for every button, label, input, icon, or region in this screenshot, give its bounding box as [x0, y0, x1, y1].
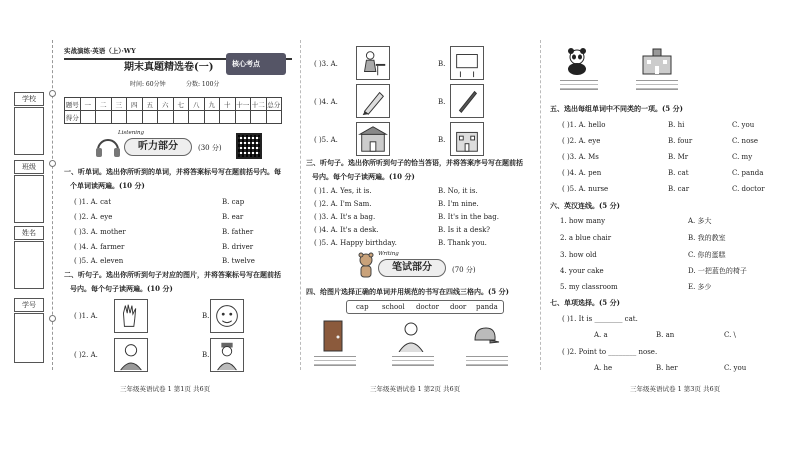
- score-table: [64, 97, 282, 124]
- listening-tag: Listening: [118, 130, 145, 136]
- score-cell[interactable]: [127, 111, 143, 124]
- s5-q2-b: B. four: [668, 137, 693, 145]
- listening-title: 听力部分: [138, 141, 178, 152]
- table-cell: 十二: [251, 98, 267, 111]
- s1-q5-b: B. twelve: [222, 257, 255, 265]
- classroom-picture: [450, 46, 484, 80]
- page-divider: [540, 40, 541, 370]
- p2-q3-b: B.: [438, 60, 446, 68]
- student-id-label: 学号: [14, 298, 44, 312]
- table-cell: 得分: [65, 111, 81, 124]
- s1-q2-b: B. ear: [222, 213, 244, 221]
- writing-points: (70 分): [452, 266, 476, 274]
- binding-hole: [49, 315, 56, 322]
- page-2-footer: 三年级英语试卷 1 第2页 共6页: [370, 385, 461, 393]
- s1-q1-b: B. cap: [222, 198, 245, 206]
- binding-sidebar: [0, 40, 56, 370]
- s3-q5-b: B. Thank you.: [438, 239, 487, 247]
- door-picture: [322, 320, 344, 352]
- score-cell[interactable]: [173, 111, 189, 124]
- section-1-title-cont: 个单词读两遍。(10 分): [70, 181, 145, 190]
- word-school: school: [382, 303, 405, 311]
- s6-cn-2[interactable]: B. 我的教室: [688, 234, 726, 242]
- class-field[interactable]: [14, 175, 44, 223]
- s5-q4-b: B. cat: [668, 169, 689, 177]
- s7-q2-c: C. you: [724, 364, 747, 372]
- table-cell: 八: [189, 98, 205, 111]
- s2-q2: ( )2. A.: [74, 351, 98, 359]
- school-picture: [450, 122, 484, 156]
- s1-q4-b: B. driver: [222, 243, 254, 251]
- s6-cn-3[interactable]: C. 你的蛋糕: [688, 251, 726, 259]
- s7-q1-b: B. an: [656, 331, 675, 339]
- score-cell[interactable]: [96, 111, 112, 124]
- p2-q5-b: B.: [438, 136, 446, 144]
- s6-en-1[interactable]: 1. how many: [560, 217, 606, 225]
- score-cell[interactable]: [142, 111, 158, 124]
- word-cap: cap: [356, 303, 369, 311]
- s1-q1: ( )1. A. cat: [74, 198, 112, 206]
- s2-q1-b: B.: [202, 312, 210, 320]
- s5-q3-b: B. Mr: [668, 153, 689, 161]
- table-cell: 六: [158, 98, 174, 111]
- s3-q4: ( )4. A. It's a desk.: [314, 226, 379, 234]
- s7-q1: ( )1. It is ________ cat.: [562, 315, 638, 323]
- score-cell[interactable]: [111, 111, 127, 124]
- s6-en-2[interactable]: 2. a blue chair: [560, 234, 612, 242]
- section-6-title: 六、英汉连线。(5 分): [550, 201, 620, 210]
- section-5-title: 五、选出每组单词中不同类的一项。(5 分): [550, 104, 683, 113]
- writing-lines[interactable]: [392, 356, 434, 366]
- s5-q1-b: B. hi: [668, 121, 685, 129]
- s1-q3-b: B. father: [222, 228, 254, 236]
- p2-q3: ( )3. A.: [314, 60, 338, 68]
- table-cell: 题号: [65, 98, 81, 111]
- section-2-title-cont: 号内。每个句子读两遍。(10 分): [70, 284, 173, 293]
- s5-q5-c: C. doctor: [732, 185, 765, 193]
- class-label: 班级: [14, 160, 44, 174]
- table-cell: 九: [204, 98, 220, 111]
- s5-q3-c: C. my: [732, 153, 753, 161]
- name-label: 姓名: [14, 226, 44, 240]
- s7-q2-b: B. her: [656, 364, 678, 372]
- man-picture: [114, 338, 148, 372]
- school-field[interactable]: [14, 107, 44, 155]
- s7-q2-a: A. he: [594, 364, 613, 372]
- word-doctor: doctor: [416, 303, 439, 311]
- binding-hole: [49, 90, 56, 97]
- section-3-title: 三、听句子。选出你所听到句子的恰当答语，并将答案序号写在题前括: [306, 158, 523, 167]
- pen-picture: [450, 84, 484, 118]
- p2-q5: ( )5. A.: [314, 136, 338, 144]
- name-field[interactable]: [14, 241, 44, 289]
- writing-title: 笔试部分: [392, 262, 432, 273]
- writing-lines[interactable]: [560, 80, 598, 90]
- s5-q5-b: B. car: [668, 185, 690, 193]
- table-cell: 七: [173, 98, 189, 111]
- writing-banner: [378, 259, 446, 277]
- pencil-picture: [356, 84, 390, 118]
- s5-q1-c: C. you: [732, 121, 755, 129]
- core-badge: [226, 53, 286, 75]
- hand-picture: [114, 299, 148, 333]
- s6-en-5[interactable]: 5. my classroom: [560, 283, 618, 291]
- table-cell: 二: [96, 98, 112, 111]
- building-picture: [356, 122, 390, 156]
- s3-q4-b: B. Is it a desk?: [438, 226, 491, 234]
- writing-lines[interactable]: [466, 356, 508, 366]
- s5-q2-c: C. nose: [732, 137, 759, 145]
- section-7-title: 七、单项选择。(5 分): [550, 298, 620, 307]
- doctor-picture: [396, 320, 426, 352]
- s5-q2: ( )2. A. eye: [562, 137, 601, 145]
- p2-q4: ( )4. A.: [314, 98, 338, 106]
- s3-q3: ( )3. A. It's a bag.: [314, 213, 376, 221]
- section-4-title: 四、给图片选择正确的单词并用规范的书写在四线三格内。(5 分): [306, 287, 509, 296]
- s6-en-3[interactable]: 3. how old: [560, 251, 597, 259]
- s5-q3: ( )3. A. Ms: [562, 153, 599, 161]
- score-cell[interactable]: [204, 111, 220, 124]
- table-cell: 四: [127, 98, 143, 111]
- s3-q3-b: B. It's in the bag.: [438, 213, 499, 221]
- s7-q1-a: A. a: [594, 331, 608, 339]
- s2-q1: ( )1. A.: [74, 312, 98, 320]
- score-cell[interactable]: [251, 111, 267, 124]
- page-title: 期末真题精选卷(一): [124, 62, 214, 73]
- page-divider: [300, 40, 301, 370]
- desk-picture: [356, 46, 390, 80]
- bear-icon: [356, 252, 376, 278]
- writing-lines[interactable]: [636, 80, 678, 90]
- s5-q4-c: C. panda: [732, 169, 764, 177]
- table-cell: 十一: [235, 98, 251, 111]
- s7-q1-c: C. \: [724, 331, 736, 339]
- listening-banner: [124, 138, 192, 156]
- s1-q3: ( )3. A. mother: [74, 228, 126, 236]
- score-cell[interactable]: [235, 111, 251, 124]
- table-cell: 一: [80, 98, 96, 111]
- writing-tag: Writing: [378, 251, 399, 257]
- student-id-field[interactable]: [14, 313, 44, 363]
- listening-points: (30 分): [198, 144, 222, 152]
- qr-code: [236, 133, 262, 159]
- score-value-row: [65, 111, 282, 124]
- table-cell: 十: [220, 98, 236, 111]
- s3-q1: ( )1. A. Yes, it is.: [314, 187, 372, 195]
- table-cell: 五: [142, 98, 158, 111]
- section-2-title: 二、听句子。选出你所听到句子对应的图片，并将答案标号写在题前括: [64, 270, 281, 279]
- word-door: door: [450, 303, 467, 311]
- exam-score: 分数: 100分: [186, 81, 220, 88]
- s3-q5: ( )5. A. Happy birthday.: [314, 239, 397, 247]
- s3-q1-b: B. No, it is.: [438, 187, 478, 195]
- p2-q4-b: B.: [438, 98, 446, 106]
- score-header-row: [65, 98, 282, 111]
- badge-text: 核心考点: [232, 59, 260, 68]
- s3-q2: ( )2. A. I'm Sam.: [314, 200, 372, 208]
- word-panda: panda: [476, 303, 498, 311]
- score-cell[interactable]: [266, 111, 282, 124]
- table-cell: 总分: [266, 98, 282, 111]
- score-cell[interactable]: [80, 111, 96, 124]
- section-3-title-cont: 号内。每个句子读两遍。(10 分): [312, 172, 415, 181]
- binding-hole: [49, 160, 56, 167]
- panda-picture: [562, 46, 592, 76]
- cap-picture: [470, 324, 500, 348]
- s1-q5: ( )5. A. eleven: [74, 257, 124, 265]
- section-1-title: 一、听单词。选出你所听到的单词，并将答案标号写在题前括号内。每: [64, 167, 281, 176]
- page-3-footer: 三年级英语试卷 1 第3页 共6页: [630, 385, 721, 393]
- exam-time: 时间: 60分钟: [130, 81, 166, 88]
- writing-lines[interactable]: [314, 356, 356, 366]
- series-title: 实战演练·英语（上）·WY: [64, 47, 136, 55]
- score-cell[interactable]: [189, 111, 205, 124]
- s6-en-4[interactable]: 4. your cake: [560, 267, 604, 275]
- s2-q2-b: B.: [202, 351, 210, 359]
- s6-cn-5[interactable]: E. 多少: [688, 283, 712, 291]
- s5-q5: ( )5. A. nurse: [562, 185, 609, 193]
- page-1-footer: 三年级英语试卷 1 第1页 共6页: [120, 385, 211, 393]
- s1-q2: ( )2. A. eye: [74, 213, 113, 221]
- s6-cn-4[interactable]: D. 一把蓝色的椅子: [688, 267, 747, 275]
- school-building-picture: [640, 46, 674, 76]
- score-cell[interactable]: [158, 111, 174, 124]
- table-cell: 三: [111, 98, 127, 111]
- s1-q4: ( )4. A. farmer: [74, 243, 125, 251]
- s5-q1: ( )1. A. hello: [562, 121, 606, 129]
- school-label: 学校: [14, 92, 44, 106]
- score-cell[interactable]: [220, 111, 236, 124]
- s6-cn-1[interactable]: A. 多大: [688, 217, 712, 225]
- face-picture: [210, 299, 244, 333]
- s3-q2-b: B. I'm nine.: [438, 200, 479, 208]
- s7-q2: ( )2. Point to ________ nose.: [562, 348, 658, 356]
- worker-picture: [210, 338, 244, 372]
- s5-q4: ( )4. A. pen: [562, 169, 602, 177]
